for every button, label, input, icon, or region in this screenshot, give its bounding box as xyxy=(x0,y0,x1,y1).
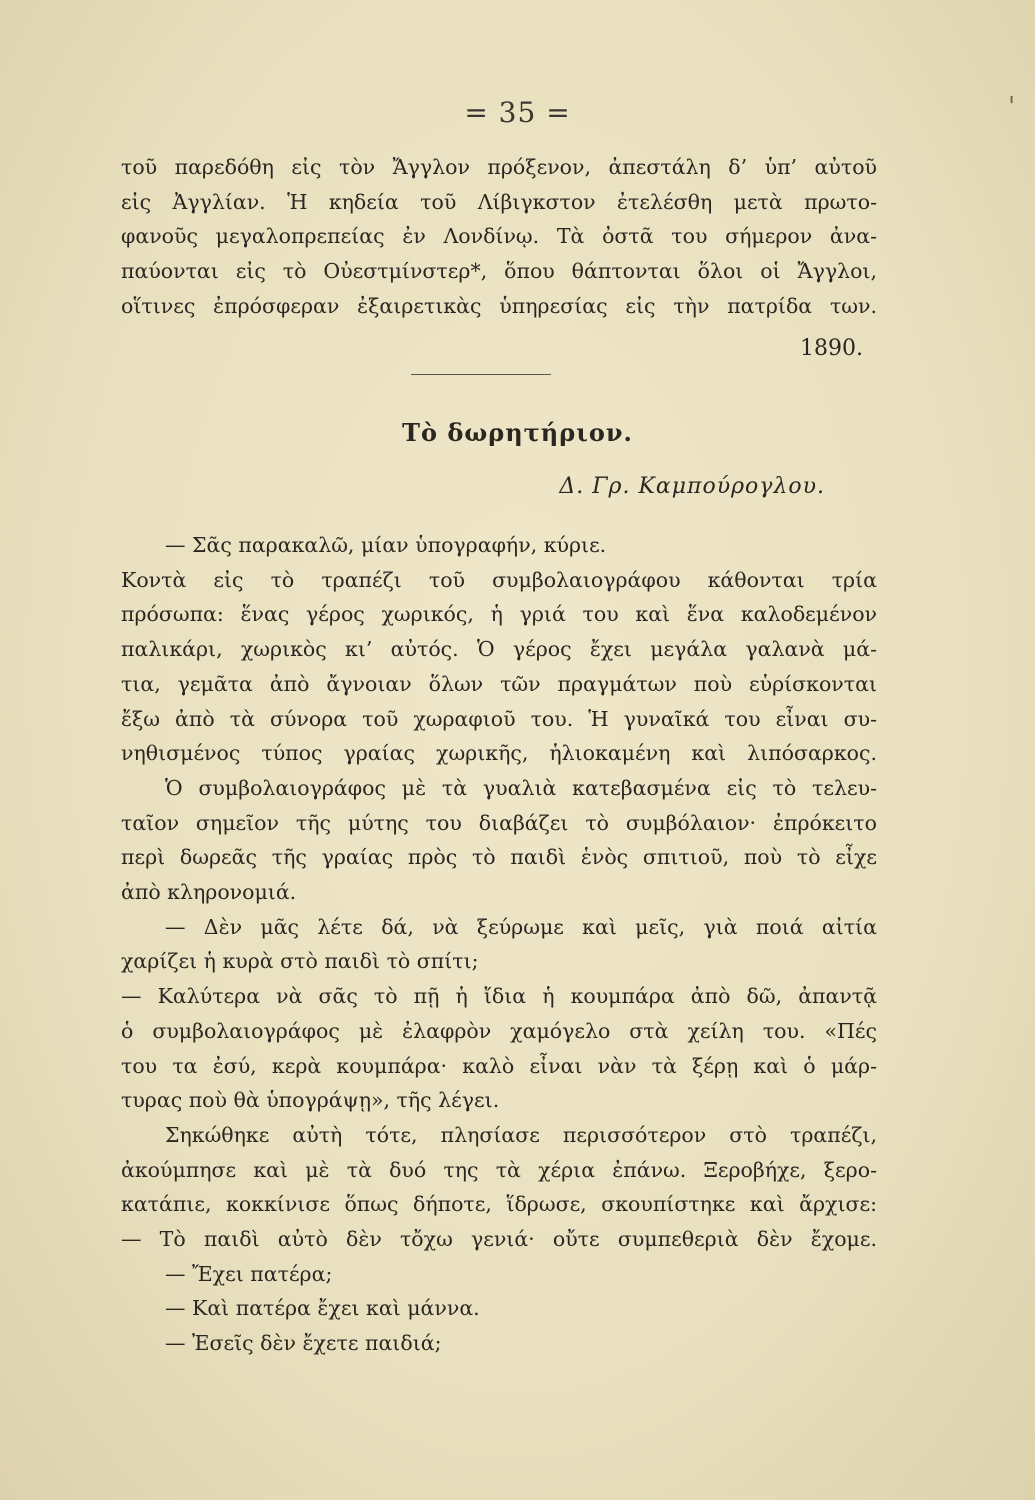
text-line: — Καλύτερα νὰ σᾶς τὸ πῇ ἡ ἴδια ἡ κουμπάρα ἀπὸ δῶ, ἀπαντᾷ xyxy=(121,984,877,1009)
text-line: ἀκούμπησε καὶ μὲ τὰ δυό της τὰ χέρια ἐπάνω. Ξεροβήχε, ξερο- xyxy=(121,1157,877,1182)
text-line: του τα ἐσύ, κερὰ κουμπάρα· καλὸ εἶναι νὰν τὰ ξέρῃ καὶ ὁ μάρ- xyxy=(121,1053,877,1078)
text-line: νηθισμένος τύπος γραίας χωρικῆς, ἡλιοκαμένη καὶ λιπόσαρκος. xyxy=(121,741,877,766)
story-title: Τὸ δωρητήριον. xyxy=(402,418,633,447)
page-number: = 35 = xyxy=(464,96,571,129)
text-line: — Σᾶς παρακαλῶ, μίαν ὑπογραφήν, κύριε. xyxy=(165,533,607,557)
text-line: Ὁ συμβολαιογράφος μὲ τὰ γυαλιὰ κατεβασμένα εἰς τὸ τελευ- xyxy=(165,775,877,800)
corner-mark: ' xyxy=(1008,92,1016,122)
text-line: τυρας ποὺ θὰ ὑπογράψῃ», τῆς λέγει. xyxy=(121,1088,500,1113)
text-line: εἰς Ἀγγλίαν. Ἡ κηδεία τοῦ Λίβιγκστον ἐτελέσθη μετὰ πρωτο- xyxy=(121,189,877,214)
text-line: τια, γεμᾶτα ἀπὸ ἄγνοιαν ὅλων τῶν πραγμάτων ποὺ εὑρίσκονται xyxy=(121,671,877,696)
section-divider xyxy=(411,374,551,375)
text-line: — Ἐσεῖς δὲν ἔχετε παιδιά; xyxy=(165,1331,442,1356)
text-line: παύονται εἰς τὸ Οὐεστμίνστερ*, ὅπου θάπτονται ὅλοι οἱ Ἄγγλοι, xyxy=(121,259,877,284)
text-line: ἔξω ἀπὸ τὰ σύνορα τοῦ χωραφιοῦ του. Ἡ γυναῖκά του εἶναι συ- xyxy=(121,706,877,731)
text-line: — Τὸ παιδὶ αὐτὸ δὲν τὄχω γενιά· οὔτε συμπεθεριὰ δὲν ἔχομε. xyxy=(121,1227,877,1252)
text-line: — Δὲν μᾶς λέτε δά, νὰ ξεύρωμε καὶ μεῖς, γιὰ ποιά αἰτία xyxy=(165,914,877,939)
text-line: Σηκώθηκε αὐτὴ τότε, πλησίασε περισσότερον στὸ τραπέζι, xyxy=(165,1122,877,1147)
text-line: χαρίζει ἡ κυρὰ στὸ παιδὶ τὸ σπίτι; xyxy=(121,949,479,974)
story-body xyxy=(121,528,877,1361)
text-line: πρόσωπα: ἕνας γέρος χωρικός, ἡ γριά του καὶ ἕνα καλοδεμένον xyxy=(121,602,877,627)
text-line: Κοντὰ εἰς τὸ τραπέζι τοῦ συμβολαιογράφου κάθονται τρία xyxy=(121,567,877,592)
text-line: περὶ δωρεᾶς τῆς γραίας πρὸς τὸ παιδὶ ἑνὸς σπιτιοῦ, ποὺ τὸ εἶχε xyxy=(121,845,877,870)
text-line: — Καὶ πατέρα ἔχει καὶ μάννα. xyxy=(165,1296,480,1321)
text-line: — Ἔχει πατέρα; xyxy=(165,1261,333,1286)
intro-paragraph xyxy=(121,150,877,324)
text-line: τοῦ παρεδόθη εἰς τὸν Ἄγγλον πρόξενον, ἀπεστάλη δ’ ὑπ’ αὐτοῦ xyxy=(121,155,877,179)
text-line: φανοῦς μεγαλοπρεπείας ἐν Λονδίνῳ. Τὰ ὀστᾶ του σήμερον ἀνα- xyxy=(121,224,877,249)
text-line: ὁ συμβολαιογράφος μὲ ἐλαφρὸν χαμόγελο στὰ χείλη του. «Πές xyxy=(121,1018,877,1043)
text-line: ταῖον σημεῖον τῆς μύτης του διαβάζει τὸ συμβόλαιον· ἐπρόκειτο xyxy=(121,810,877,835)
date: 1890. xyxy=(800,336,863,361)
text-line: παλικάρι, χωρικὸς κι’ αὐτός. Ὁ γέρος ἔχει μεγάλα γαλανὰ μά- xyxy=(121,637,877,662)
story-author: Δ. Γρ. Καμπούρογλου. xyxy=(559,474,825,499)
text-line: κατάπιε, κοκκίνισε ὅπως δήποτε, ἵδρωσε, σκουπίστηκε καὶ ἄρχισε: xyxy=(121,1192,877,1217)
text-line: οἵτινες ἐπρόσφεραν ἐξαιρετικὰς ὑπηρεσίας εἰς τὴν πατρίδα των. xyxy=(121,293,877,318)
text-line: ἀπὸ κληρονομιά. xyxy=(121,880,297,905)
